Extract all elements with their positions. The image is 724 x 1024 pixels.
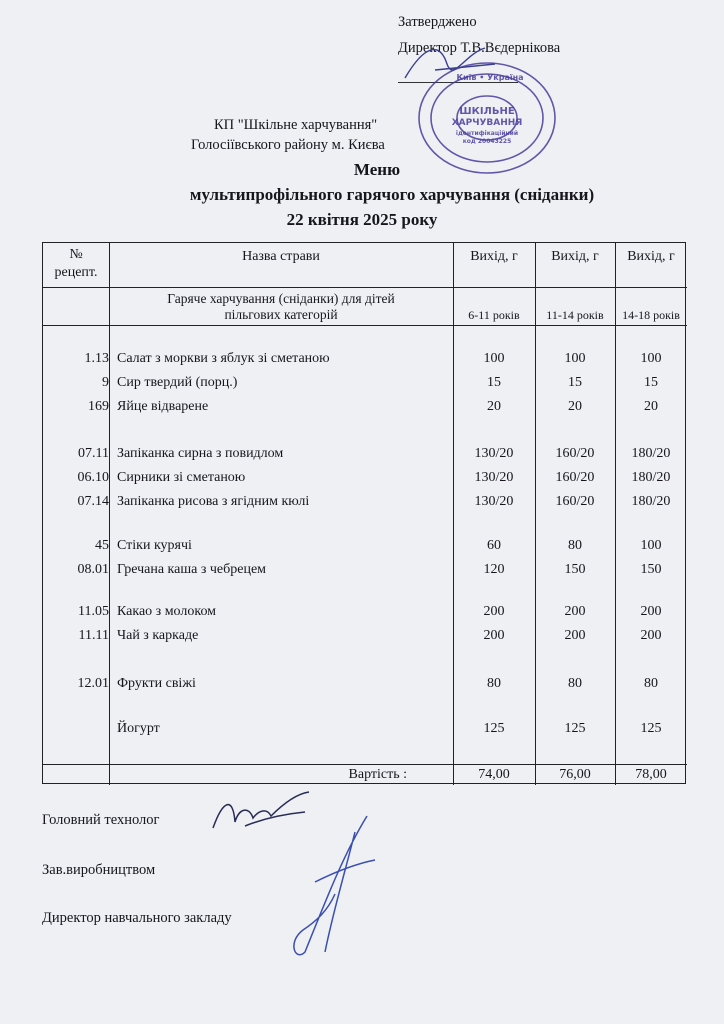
yield-6-11: 130/20 xyxy=(474,446,514,461)
dish-name: Чай з каркаде xyxy=(117,628,199,643)
table-row xyxy=(43,375,687,393)
dish-name: Фрукти свіжі xyxy=(117,676,196,691)
yield-11-14: 125 xyxy=(564,721,586,736)
yield-6-11: 200 xyxy=(483,628,505,643)
yield-6-11: 130/20 xyxy=(474,470,514,485)
yield-6-11: 100 xyxy=(483,351,505,366)
chief-technologist-label: Головний технолог xyxy=(42,812,160,828)
table-row xyxy=(43,562,687,580)
recipe-code: 08.01 xyxy=(77,562,109,577)
dish-name: Яйце відварене xyxy=(117,399,209,414)
stamp-center-text-1: ШКІЛЬНЕ xyxy=(459,106,515,117)
recipe-code: 11.05 xyxy=(78,604,109,619)
recipe-code: 07.11 xyxy=(78,446,109,461)
menu-title: Меню xyxy=(353,160,401,179)
header-yield-2: Вихід, г xyxy=(551,249,599,264)
yield-6-11: 20 xyxy=(487,399,501,414)
table-row xyxy=(43,351,687,369)
yield-11-14: 20 xyxy=(568,399,582,414)
yield-14-18: 150 xyxy=(640,562,662,577)
recipe-code: 169 xyxy=(88,399,109,414)
recipe-code: 11.11 xyxy=(78,628,109,643)
yield-14-18: 100 xyxy=(640,351,662,366)
header-dish-name: Назва страви xyxy=(242,249,320,264)
age-group-2: 11-14 років xyxy=(546,308,604,322)
yield-11-14: 150 xyxy=(564,562,586,577)
dish-name: Сирники зі сметаною xyxy=(117,470,246,485)
yield-14-18: 15 xyxy=(644,375,658,390)
production-manager-label: Зав.виробництвом xyxy=(42,862,156,878)
yield-14-18: 180/20 xyxy=(631,470,671,485)
total-6-11: 74,00 xyxy=(478,767,510,782)
yield-11-14: 160/20 xyxy=(555,494,595,509)
dish-name: Какао з молоком xyxy=(117,604,217,619)
yield-11-14: 200 xyxy=(564,628,586,643)
yield-14-18: 125 xyxy=(640,721,662,736)
yield-11-14: 100 xyxy=(564,351,586,366)
table-row xyxy=(43,399,687,417)
dish-name: Гречана каша з чебрецем xyxy=(117,562,267,577)
yield-14-18: 80 xyxy=(644,676,658,691)
total-11-14: 76,00 xyxy=(559,767,591,782)
yield-6-11: 130/20 xyxy=(474,494,514,509)
table-row xyxy=(43,628,687,646)
recipe-code: 06.10 xyxy=(77,470,109,485)
age-group-1: 6-11 років xyxy=(468,308,520,322)
category-line-1: Гаряче харчування (сніданки) для дітей xyxy=(167,291,395,306)
header-recipe-label: рецепт. xyxy=(54,265,98,280)
organization-district: Голосіївського району м. Києва xyxy=(191,137,385,153)
row-divider xyxy=(43,764,687,765)
recipe-code: 12.01 xyxy=(77,676,109,691)
yield-6-11: 120 xyxy=(483,562,505,577)
category-line-2: пільгових категорій xyxy=(224,307,338,322)
director-school-signature-icon xyxy=(275,812,395,962)
header-recipe-no: № xyxy=(69,247,83,262)
total-14-18: 78,00 xyxy=(635,767,667,782)
school-director-label: Директор навчального закладу xyxy=(42,910,232,926)
stamp-center-text-2: ХАРЧУВАННЯ xyxy=(451,118,523,128)
dish-name: Салат з моркви з яблук зі сметаною xyxy=(117,351,330,366)
menu-subtitle: мультипрофільного гарячого харчування (сніданки) xyxy=(189,185,595,204)
dish-name: Стіки курячі xyxy=(117,538,192,553)
organization-name: КП "Шкільне харчування" xyxy=(214,117,378,133)
approval-director: Директор Т.В.Вєдернікова xyxy=(398,40,561,56)
stamp-small-text-1: ідентифікаційний xyxy=(455,130,519,137)
yield-6-11: 80 xyxy=(487,676,501,691)
header-yield-1: Вихід, г xyxy=(470,249,518,264)
yield-6-11: 60 xyxy=(487,538,501,553)
total-label: Вартість : xyxy=(348,767,407,782)
approval-heading: Затверджено xyxy=(398,14,477,30)
table-row xyxy=(43,676,687,694)
yield-11-14: 80 xyxy=(568,676,582,691)
yield-11-14: 15 xyxy=(568,375,582,390)
director-signature-icon xyxy=(395,34,505,94)
table-row xyxy=(43,721,687,739)
row-divider xyxy=(43,287,687,288)
recipe-code: 1.13 xyxy=(84,351,109,366)
yield-11-14: 160/20 xyxy=(555,470,595,485)
yield-6-11: 15 xyxy=(487,375,501,390)
recipe-code: 45 xyxy=(95,538,109,553)
yield-14-18: 180/20 xyxy=(631,494,671,509)
table-row xyxy=(43,604,687,622)
yield-14-18: 20 xyxy=(644,399,658,414)
age-group-3: 14-18 років xyxy=(622,308,680,322)
stamp-small-text-2: код 20043225 xyxy=(462,138,512,145)
recipe-code: 9 xyxy=(102,375,109,390)
yield-14-18: 200 xyxy=(640,604,662,619)
table-row xyxy=(43,538,687,556)
table-row xyxy=(43,494,687,512)
yield-14-18: 200 xyxy=(640,628,662,643)
menu-table xyxy=(42,242,686,784)
yield-11-14: 80 xyxy=(568,538,582,553)
dish-name: Сир твердий (порц.) xyxy=(117,375,238,390)
dish-name: Йогурт xyxy=(117,721,160,736)
table-row xyxy=(43,470,687,488)
menu-date: 22 квітня 2025 року xyxy=(286,210,438,229)
yield-11-14: 160/20 xyxy=(555,446,595,461)
yield-11-14: 200 xyxy=(564,604,586,619)
header-yield-3: Вихід, г xyxy=(627,249,675,264)
stamp-top-text: Київ • Україна xyxy=(456,73,524,82)
yield-6-11: 200 xyxy=(483,604,505,619)
yield-14-18: 100 xyxy=(640,538,662,553)
yield-6-11: 125 xyxy=(483,721,505,736)
yield-14-18: 180/20 xyxy=(631,446,671,461)
dish-name: Запіканка рисова з ягідним кюлі xyxy=(117,494,310,509)
row-divider xyxy=(43,325,687,326)
dish-name: Запіканка сирна з повидлом xyxy=(117,446,284,461)
recipe-code: 07.14 xyxy=(77,494,109,509)
table-row xyxy=(43,446,687,464)
